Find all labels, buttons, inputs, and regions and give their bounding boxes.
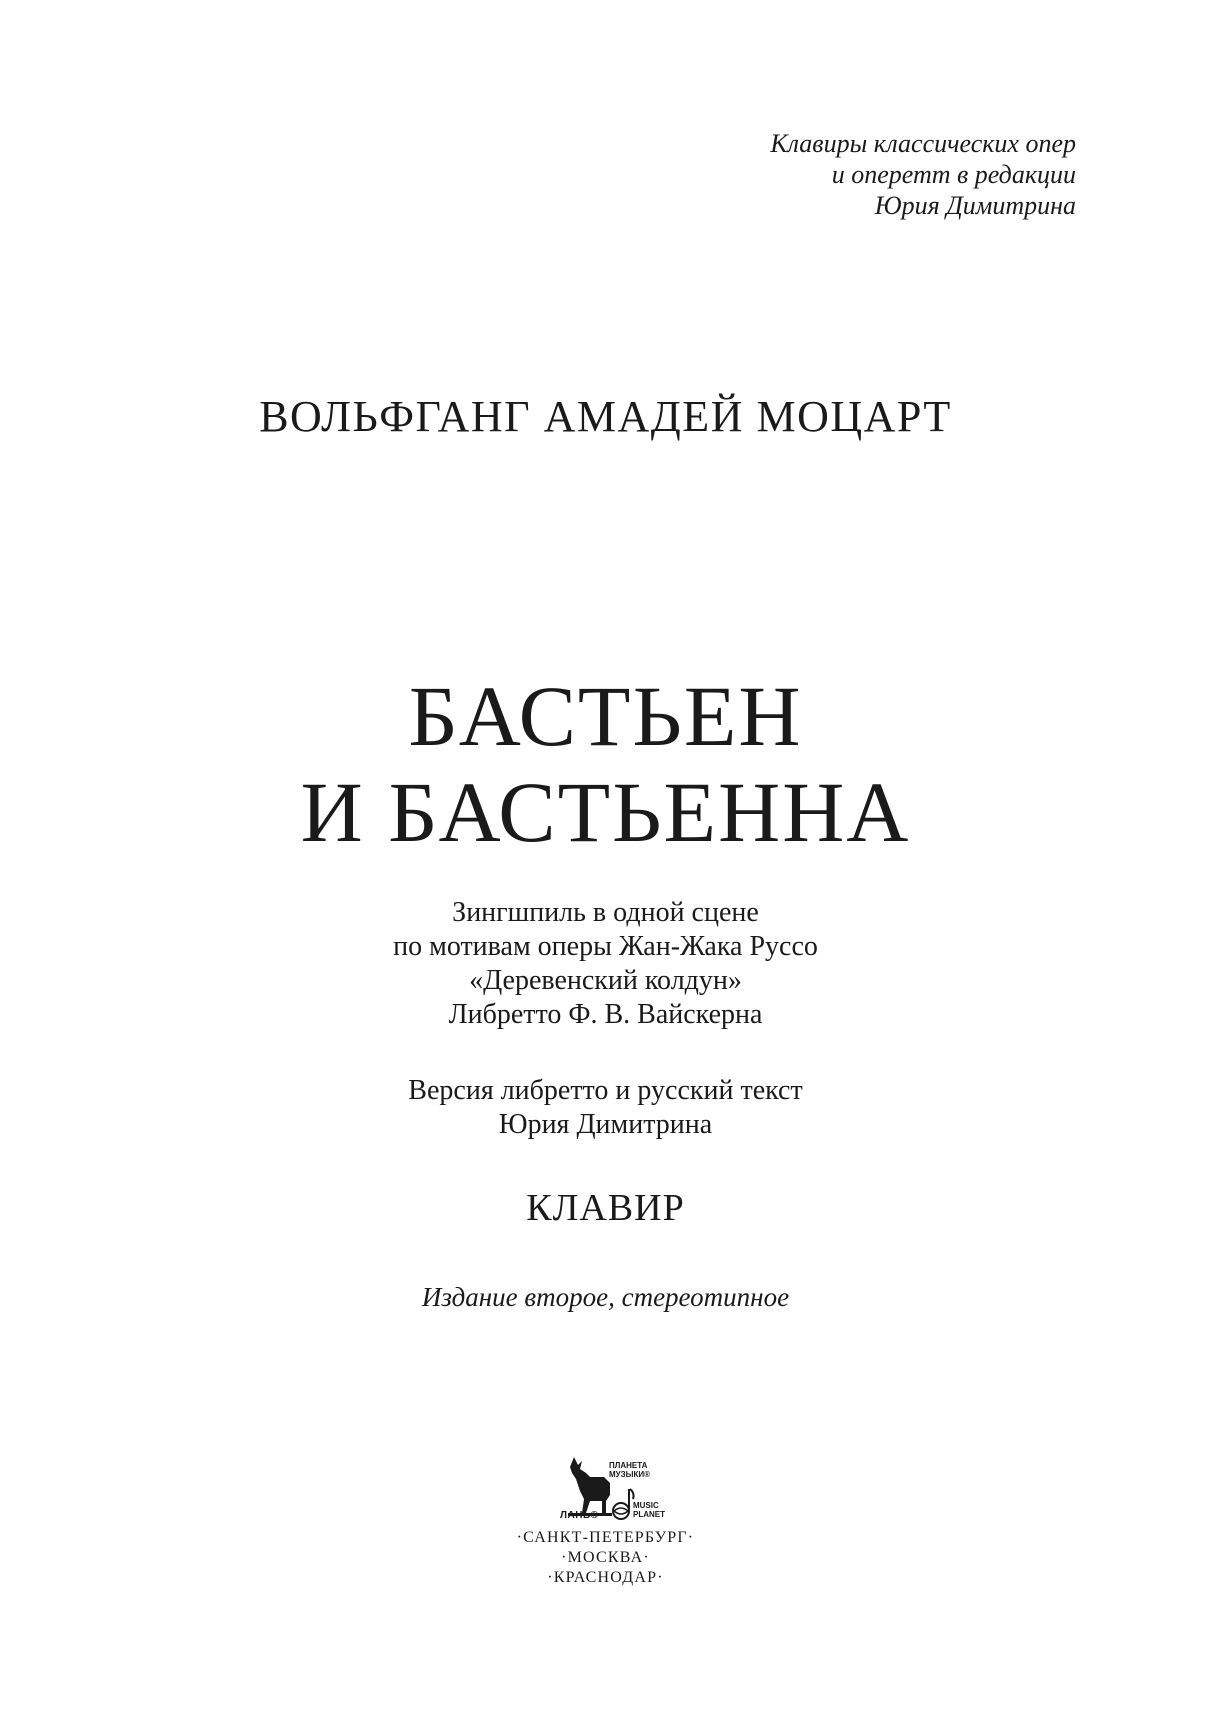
version-block bbox=[0, 1074, 1211, 1142]
version-line: Юрия Димитрина bbox=[498, 1109, 713, 1140]
city-line: ·САНКТ-ПЕТЕРБУРГ· bbox=[516, 1529, 695, 1546]
version-line: Версия либретто и русский текст bbox=[408, 1075, 803, 1106]
publisher-cities bbox=[0, 1528, 1211, 1588]
planet-bottom-line: MUSIC bbox=[633, 1501, 659, 1510]
planet-bottom-label bbox=[633, 1501, 665, 1519]
author-name: ВОЛЬФГАНГ АМАДЕЙ МОЦАРТ bbox=[259, 392, 952, 441]
subtitle-line: «Деревенский колдун» bbox=[469, 965, 742, 996]
series-note bbox=[556, 128, 1076, 221]
planet-bottom-line: PLANET bbox=[633, 1510, 665, 1519]
book-title bbox=[0, 668, 1211, 860]
music-planet-logo bbox=[605, 1457, 685, 1537]
series-line: Юрия Димитрина bbox=[874, 191, 1076, 220]
title-line: И БАСТЬЕННА bbox=[300, 764, 911, 860]
subtitle-line: по мотивам оперы Жан-Жака Руссо bbox=[393, 931, 818, 962]
series-line: и оперетт в редакции bbox=[831, 160, 1076, 189]
planet-top-line: ПЛАНЕТА bbox=[609, 1461, 648, 1470]
title-line: БАСТЬЕН bbox=[408, 668, 803, 764]
music-globe-icon bbox=[611, 1487, 635, 1521]
subtitle-line: Либретто Ф. В. Вайскерна bbox=[448, 999, 763, 1030]
series-line: Клавиры классических опер bbox=[770, 129, 1076, 158]
planet-top-label bbox=[609, 1461, 650, 1479]
subtitle-line: Зингшпиль в одной сцене bbox=[452, 897, 759, 928]
edition-note: Издание второе, стереотипное bbox=[421, 1282, 790, 1312]
lan-label: ЛАНЬ® bbox=[560, 1510, 599, 1521]
city-line: ·КРАСНОДАР· bbox=[547, 1569, 664, 1586]
city-line: ·МОСКВА· bbox=[561, 1549, 650, 1566]
klavir-label: КЛАВИР bbox=[526, 1187, 685, 1229]
subtitle-block bbox=[0, 896, 1211, 1032]
planet-top-line: МУЗЫКИ® bbox=[609, 1470, 651, 1479]
